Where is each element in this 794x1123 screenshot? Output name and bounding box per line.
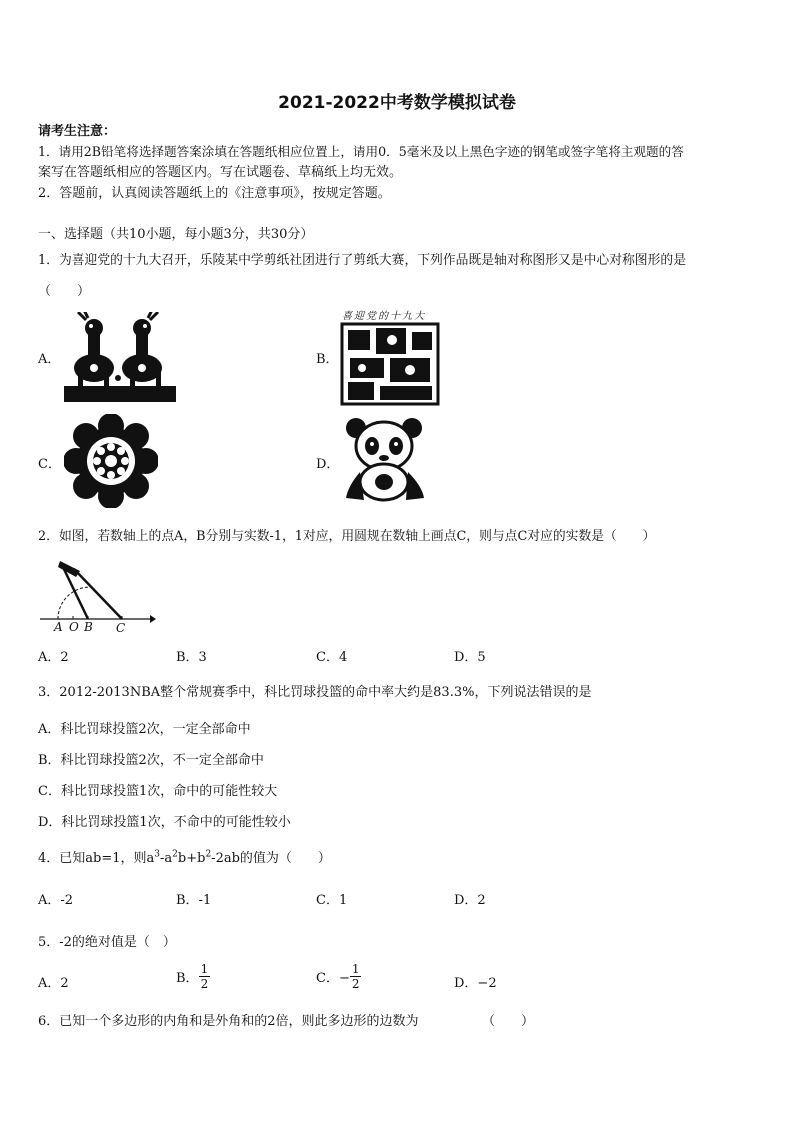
page-title: 2021-2022中考数学模拟试卷 — [278, 93, 516, 113]
q5-stem: 5．-2的绝对值是（ ） — [38, 935, 176, 950]
q1-b-caption: 喜迎党的十九大 — [342, 311, 426, 322]
q2-option-a: A．2 — [38, 650, 69, 665]
q4-option-c: C．1 — [316, 893, 348, 908]
q1-option-c-label: C． — [38, 457, 61, 472]
q2-option-d: D．5 — [454, 650, 486, 665]
q3-option-c: C．科比罚球投篮1次，命中的可能性较大 — [38, 784, 278, 799]
flower-papercut-image — [64, 414, 158, 508]
q4-stem: 4．已知ab=1，则$a^3-a^2b+b^2-2ab$的值为（ ） — [38, 849, 331, 866]
section-heading: 一、选择题（共10小题，每小题3分，共30分） — [38, 227, 314, 242]
fig-label-b: B — [84, 620, 93, 634]
q6-paren: （ ） — [482, 1014, 535, 1029]
notice-line-1b: 案写在答题纸相应的答题区内。写在试题卷、草稿纸上均无效。 — [38, 165, 403, 180]
q3-option-b: B．科比罚球投篮2次，不一定全部命中 — [38, 753, 264, 768]
notice-line-1: 1．请用2B铅笔将选择题答案涂填在答题纸相应位置上，请用0．5毫米及以上黑色字迹的钢笔或签字笔将主观题的答 — [38, 144, 684, 159]
q1-option-a-label: A． — [38, 352, 61, 367]
fig-label-a: A — [54, 620, 63, 634]
q5-option-c: C．− $\frac{1}{2}$ — [316, 962, 360, 991]
q3-stem: 3．2012-2013NBA整个常规赛季中，科比罚球投篮的命中率大约是83.3%，下列说法错误的是 — [38, 685, 592, 700]
q3-option-a: A．科比罚球投篮2次，一定全部命中 — [38, 722, 251, 737]
fig-label-c: C — [116, 621, 126, 635]
q4-option-a: A．-2 — [38, 893, 74, 908]
q2-option-c: C．4 — [316, 650, 348, 665]
q5-option-b: B． $\frac{1}{2}$ — [176, 962, 209, 991]
festival-papercut-image — [340, 308, 440, 406]
q2-option-b: B．3 — [176, 650, 207, 665]
q1-option-b-label: B． — [316, 352, 339, 367]
q5-option-d: D．−2 — [454, 976, 497, 991]
q5-option-a: A．2 — [38, 976, 69, 991]
q6-stem: 6．已知一个多边形的内角和是外角和的2倍，则此多边形的边数为 — [38, 1014, 419, 1029]
q2-stem: 2．如图，若数轴上的点A，B分别与实数-1，1对应，用圆规在数轴上画点C，则与点C对应的实数是（ ） — [38, 529, 656, 544]
q3-option-d: D．科比罚球投篮1次，不命中的可能性较小 — [38, 815, 291, 830]
q1-stem: 1．为喜迎党的十九大召开，乐陵某中学剪纸社团进行了剪纸大赛，下列作品既是轴对称图形又是中心对称图形的是 — [38, 253, 686, 268]
q1-option-d-label: D． — [316, 457, 340, 472]
notice-line-2: 2．答题前，认真阅读答题纸上的《注意事项》，按规定答题。 — [38, 186, 391, 201]
fig-label-o: O — [69, 620, 79, 634]
panda-papercut-image — [342, 416, 428, 504]
q4-option-b: B．-1 — [176, 893, 212, 908]
q4-option-d: D．2 — [454, 893, 486, 908]
deer-papercut-image — [64, 312, 176, 402]
q1-paren: （ ） — [38, 284, 91, 299]
notice-heading: 请考生注意： — [38, 124, 117, 139]
